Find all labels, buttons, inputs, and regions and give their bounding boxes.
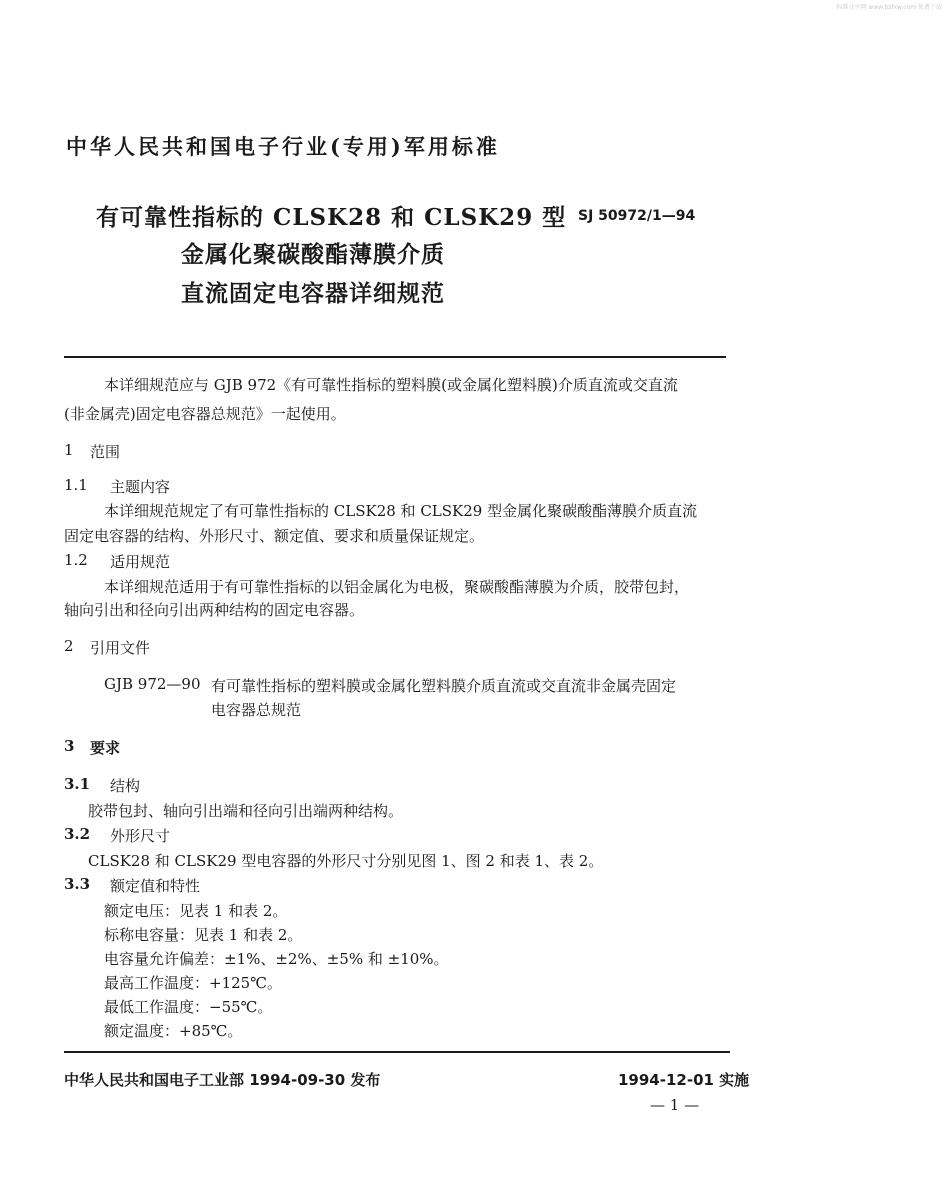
effective-date: 1994-12-01 实施 xyxy=(618,1071,750,1089)
section-1-2-title: 适用规范 xyxy=(110,553,171,571)
section-3-1-title: 结构 xyxy=(110,777,141,795)
section-2-title: 引用文件 xyxy=(90,639,151,657)
section-1-2-line-1: 本详细规范适用于有可靠性指标的以铝金属化为电极，聚碳酸酯薄膜为介质，胶带包封， xyxy=(104,578,690,596)
section-1-1-line-1: 本详细规范规定了有可靠性指标的 CLSK28 和 CLSK29 型金属化聚碳酸酯薄膜介质直流 xyxy=(104,502,698,520)
title-line-3: 直流固定电容器详细规范 xyxy=(181,280,445,307)
page-number: — 1 — xyxy=(650,1096,700,1114)
issue-statement: 中华人民共和国电子工业部 1994-09-30 发布 xyxy=(64,1071,381,1089)
title-line-2: 金属化聚碳酸酯薄膜介质 xyxy=(181,241,445,268)
rating-item: 电容量允许偏差：±1%、±2%、±5% 和 ±10%。 xyxy=(104,950,449,968)
standard-number: SJ 50972/1—94 xyxy=(578,208,696,224)
section-3-3-number: 3.3 xyxy=(64,875,91,893)
section-3-number: 3 xyxy=(64,737,75,755)
section-1-title: 范围 xyxy=(90,443,121,461)
reference-title-line-2: 电容器总规范 xyxy=(211,701,302,719)
section-1-1-number: 1.1 xyxy=(64,476,88,494)
intro-line-2: (非金属壳)固定电容器总规范》一起使用。 xyxy=(64,405,346,423)
section-1-2-number: 1.2 xyxy=(64,551,88,569)
standard-type-heading: 中华人民共和国电子行业(专用)军用标准 xyxy=(66,134,500,159)
rating-item: 额定温度：+85℃。 xyxy=(104,1022,243,1040)
section-3-title: 要求 xyxy=(90,739,121,757)
section-1-1-title: 主题内容 xyxy=(110,478,171,496)
section-3-1-line: 胶带包封、轴向引出端和径向引出端两种结构。 xyxy=(88,802,404,820)
rating-item: 额定电压：见表 1 和表 2。 xyxy=(104,902,288,920)
rating-item: 最低工作温度：−55℃。 xyxy=(104,998,273,1016)
section-3-1-number: 3.1 xyxy=(64,775,91,793)
section-2-number: 2 xyxy=(64,637,74,655)
section-1-1-line-2: 固定电容器的结构、外形尺寸、额定值、要求和质量保证规定。 xyxy=(64,527,485,545)
reference-title-line-1: 有可靠性指标的塑料膜或金属化塑料膜介质直流或交直流非金属壳固定 xyxy=(211,677,677,695)
section-1-number: 1 xyxy=(64,441,74,459)
section-3-3-title: 额定值和特性 xyxy=(110,877,201,895)
watermark-text: 标准分享网 www.bzfxw.com 免费下载 xyxy=(836,4,942,11)
reference-code: GJB 972—90 xyxy=(104,675,201,693)
title-line-1: 有可靠性指标的 CLSK28 和 CLSK29 型 xyxy=(96,204,567,231)
section-3-2-line: CLSK28 和 CLSK29 型电容器的外形尺寸分别见图 1、图 2 和表 1、表 2。 xyxy=(88,852,604,870)
footer-divider xyxy=(64,1051,730,1053)
rating-item: 最高工作温度：+125℃。 xyxy=(104,974,282,992)
section-3-2-title: 外形尺寸 xyxy=(110,827,171,845)
section-3-2-number: 3.2 xyxy=(64,825,91,843)
rating-item: 标称电容量：见表 1 和表 2。 xyxy=(104,926,303,944)
section-1-2-line-2: 轴向引出和径向引出两种结构的固定电容器。 xyxy=(64,601,365,619)
intro-line-1: 本详细规范应与 GJB 972《有可靠性指标的塑料膜(或金属化塑料膜)介质直流或交直流 xyxy=(104,376,678,394)
header-divider xyxy=(64,356,726,358)
